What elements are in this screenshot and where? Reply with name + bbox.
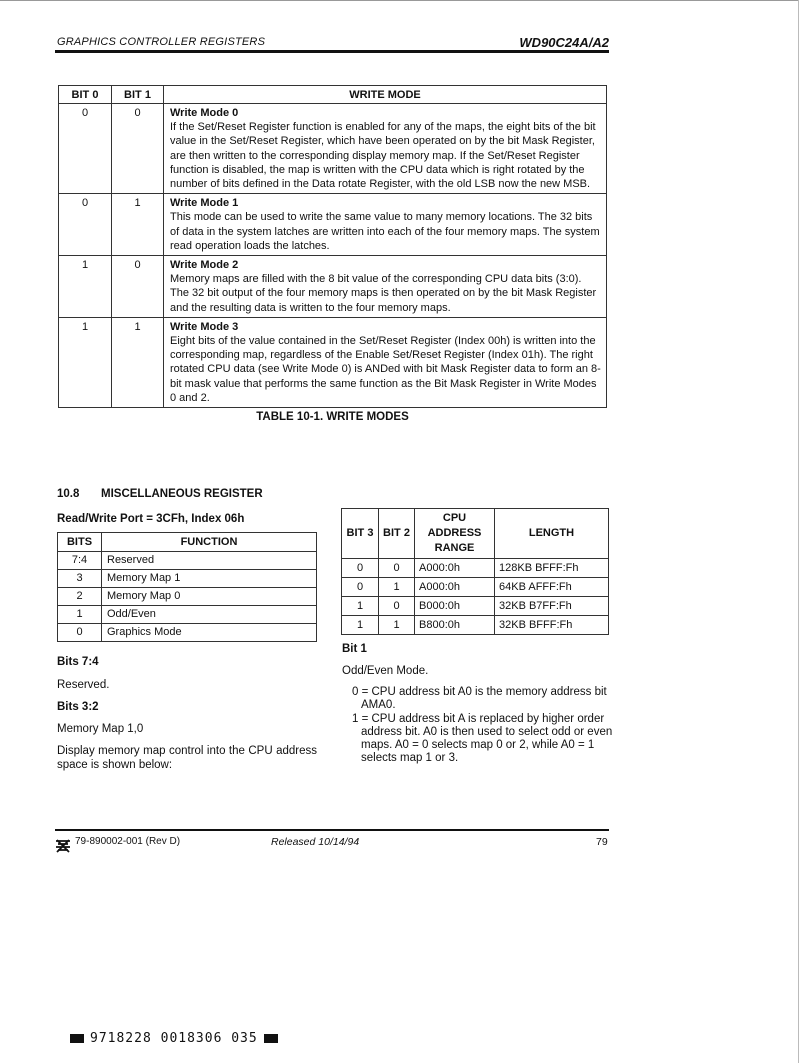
cell-bit0: 0	[59, 194, 112, 256]
cell-bits: 7:4	[58, 552, 102, 570]
section-heading	[57, 488, 263, 500]
cell-address-range: A000:0h	[415, 578, 495, 597]
table-caption: TABLE 10-1. WRITE MODES	[256, 411, 409, 423]
cell-bit3: 0	[342, 559, 379, 578]
cell-bit0: 1	[59, 256, 112, 318]
cell-bit1: 0	[112, 104, 164, 194]
cell-length: 64KB AFFF:Fh	[495, 578, 609, 597]
bits-3-2-body: Memory Map 1,0	[57, 723, 144, 735]
bits-7-4-heading: Bits 7:4	[57, 656, 99, 668]
cell-bit1: 0	[112, 256, 164, 318]
cell-bit2: 0	[379, 597, 415, 616]
mode-title: Write Mode 2	[170, 259, 239, 272]
barcode-block-right	[264, 1034, 278, 1043]
barcode-block-left	[70, 1034, 84, 1043]
col-header-bit1: BIT 1	[112, 86, 164, 104]
table-row	[59, 256, 607, 318]
cell-address-range: B000:0h	[415, 597, 495, 616]
page-number: 79	[596, 836, 608, 848]
cell-description	[164, 194, 607, 256]
register-bits-table	[57, 532, 317, 642]
cell-bit2: 0	[379, 559, 415, 578]
cell-function: Odd/Even	[102, 606, 317, 624]
header-rule	[55, 50, 609, 53]
cell-bit3: 1	[342, 616, 379, 635]
table-row	[59, 104, 607, 194]
cell-function: Memory Map 0	[102, 588, 317, 606]
cell-address-range: B800:0h	[415, 616, 495, 635]
cell-bit0: 1	[59, 317, 112, 407]
cell-length: 32KB B7FF:Fh	[495, 597, 609, 616]
bits-7-4-body: Reserved.	[57, 679, 110, 691]
cell-bit2: 1	[379, 578, 415, 597]
table-row	[58, 552, 317, 570]
cell-function: Memory Map 1	[102, 570, 317, 588]
col-header-cpu-address-range: CPU ADDRESS RANGE	[415, 509, 495, 559]
cell-bit2: 1	[379, 616, 415, 635]
page-top-edge	[0, 0, 799, 1]
table-row	[342, 559, 609, 578]
cell-description	[164, 256, 607, 318]
running-header-section: GRAPHICS CONTROLLER REGISTERS	[57, 36, 266, 48]
bit-1-body: Odd/Even Mode.	[342, 665, 429, 677]
odd-even-option-1: 1 = CPU address bit A is replaced by higher order address bit. A0 is then used to select odd or even maps. A0 = 0 selects map 0 or 2, while A0 = 1 selects map 1 or 3.	[352, 713, 613, 764]
table-row	[342, 578, 609, 597]
table-row	[58, 588, 317, 606]
memory-map-table	[341, 508, 609, 635]
cell-address-range: A000:0h	[415, 559, 495, 578]
cell-bits: 0	[58, 624, 102, 642]
running-header-part-number: WD90C24A/A2	[519, 35, 609, 50]
col-header-write-mode: WRITE MODE	[164, 86, 607, 104]
col-header-bit0: BIT 0	[59, 86, 112, 104]
table-row	[59, 317, 607, 407]
section-title: MISCELLANEOUS REGISTER	[101, 488, 263, 500]
mode-text: Memory maps are filled with the 8 bit value of the corresponding CPU data bits (3:0). The 32 bit output of the four memory maps is then operated on by the bit Mask Register and the resulting data is written to the four memory maps.	[170, 273, 597, 314]
table-row	[58, 606, 317, 624]
cell-length: 32KB BFFF:Fh	[495, 616, 609, 635]
footer-rule	[55, 829, 609, 831]
bits-3-2-heading: Bits 3:2	[57, 701, 99, 713]
cell-bit1: 1	[112, 194, 164, 256]
col-header-bit3: BIT 3	[342, 509, 379, 559]
col-header-bits: BITS	[58, 533, 102, 552]
table-row	[58, 624, 317, 642]
cell-bit1: 1	[112, 317, 164, 407]
cell-bit0: 0	[59, 104, 112, 194]
cell-bits: 2	[58, 588, 102, 606]
barcode-strip	[64, 1031, 284, 1046]
cell-bits: 1	[58, 606, 102, 624]
table-header-row	[59, 86, 607, 104]
section-number: 10.8	[57, 488, 80, 500]
table-header-row	[58, 533, 317, 552]
table-row	[342, 597, 609, 616]
table-header-row	[342, 509, 609, 559]
cell-function: Reserved	[102, 552, 317, 570]
cell-length: 128KB BFFF:Fh	[495, 559, 609, 578]
cell-description	[164, 104, 607, 194]
release-date: Released 10/14/94	[271, 836, 360, 848]
mode-title: Write Mode 3	[170, 320, 239, 333]
write-modes-table	[58, 85, 607, 408]
document-number: 79-890002-001 (Rev D)	[75, 836, 181, 847]
mode-text: If the Set/Reset Register function is enabled for any of the maps, the eight bits of the bit value in the Set/Reset Register, which have been operated on by the bit Mask Register, are then written to the corresponding display memory map. If the Set/Reset Register function is disabled, the map is written with the CPU data which is right rotated by the number of bits defined in the Data rotate Register, with the old LSB now the new MSB.	[170, 121, 596, 191]
cell-function: Graphics Mode	[102, 624, 317, 642]
company-logo-icon	[55, 838, 71, 854]
mode-title: Write Mode 0	[170, 107, 239, 119]
col-header-length: LENGTH	[495, 509, 609, 559]
mode-text: Eight bits of the value contained in the Set/Reset Register (Index 00h) is written into the corresponding map, regardless of the Enable Set/Reset Register (Index 01h). The right rotated CPU data (see Write Mode 0) is ANDed with bit Mask Register data to form an 8-bit mask value that performs the same function as the Bit Mask Register in Write Modes 0 and 2.	[170, 335, 601, 404]
barcode-text: 9718228 0018306 035	[90, 1031, 258, 1046]
table-row	[58, 570, 317, 588]
cell-bits: 3	[58, 570, 102, 588]
cell-description	[164, 317, 607, 407]
table-row	[59, 194, 607, 256]
port-index-line: Read/Write Port = 3CFh, Index 06h	[57, 513, 245, 525]
col-header-function: FUNCTION	[102, 533, 317, 552]
col-header-bit2: BIT 2	[379, 509, 415, 559]
mode-title: Write Mode 1	[170, 197, 239, 210]
table-row	[342, 616, 609, 635]
bit-1-heading: Bit 1	[342, 643, 367, 655]
odd-even-option-0: 0 = CPU address bit A0 is the memory address bit AMA0.	[352, 686, 607, 711]
cell-bit3: 0	[342, 578, 379, 597]
cell-bit3: 1	[342, 597, 379, 616]
bits-3-2-description: Display memory map control into the CPU address space is shown below:	[57, 745, 317, 771]
mode-text: This mode can be used to write the same value to many memory locations. The 32 bits of data in the system latches are written into each of the four memory maps. The system read operation loads the latches.	[170, 211, 600, 252]
